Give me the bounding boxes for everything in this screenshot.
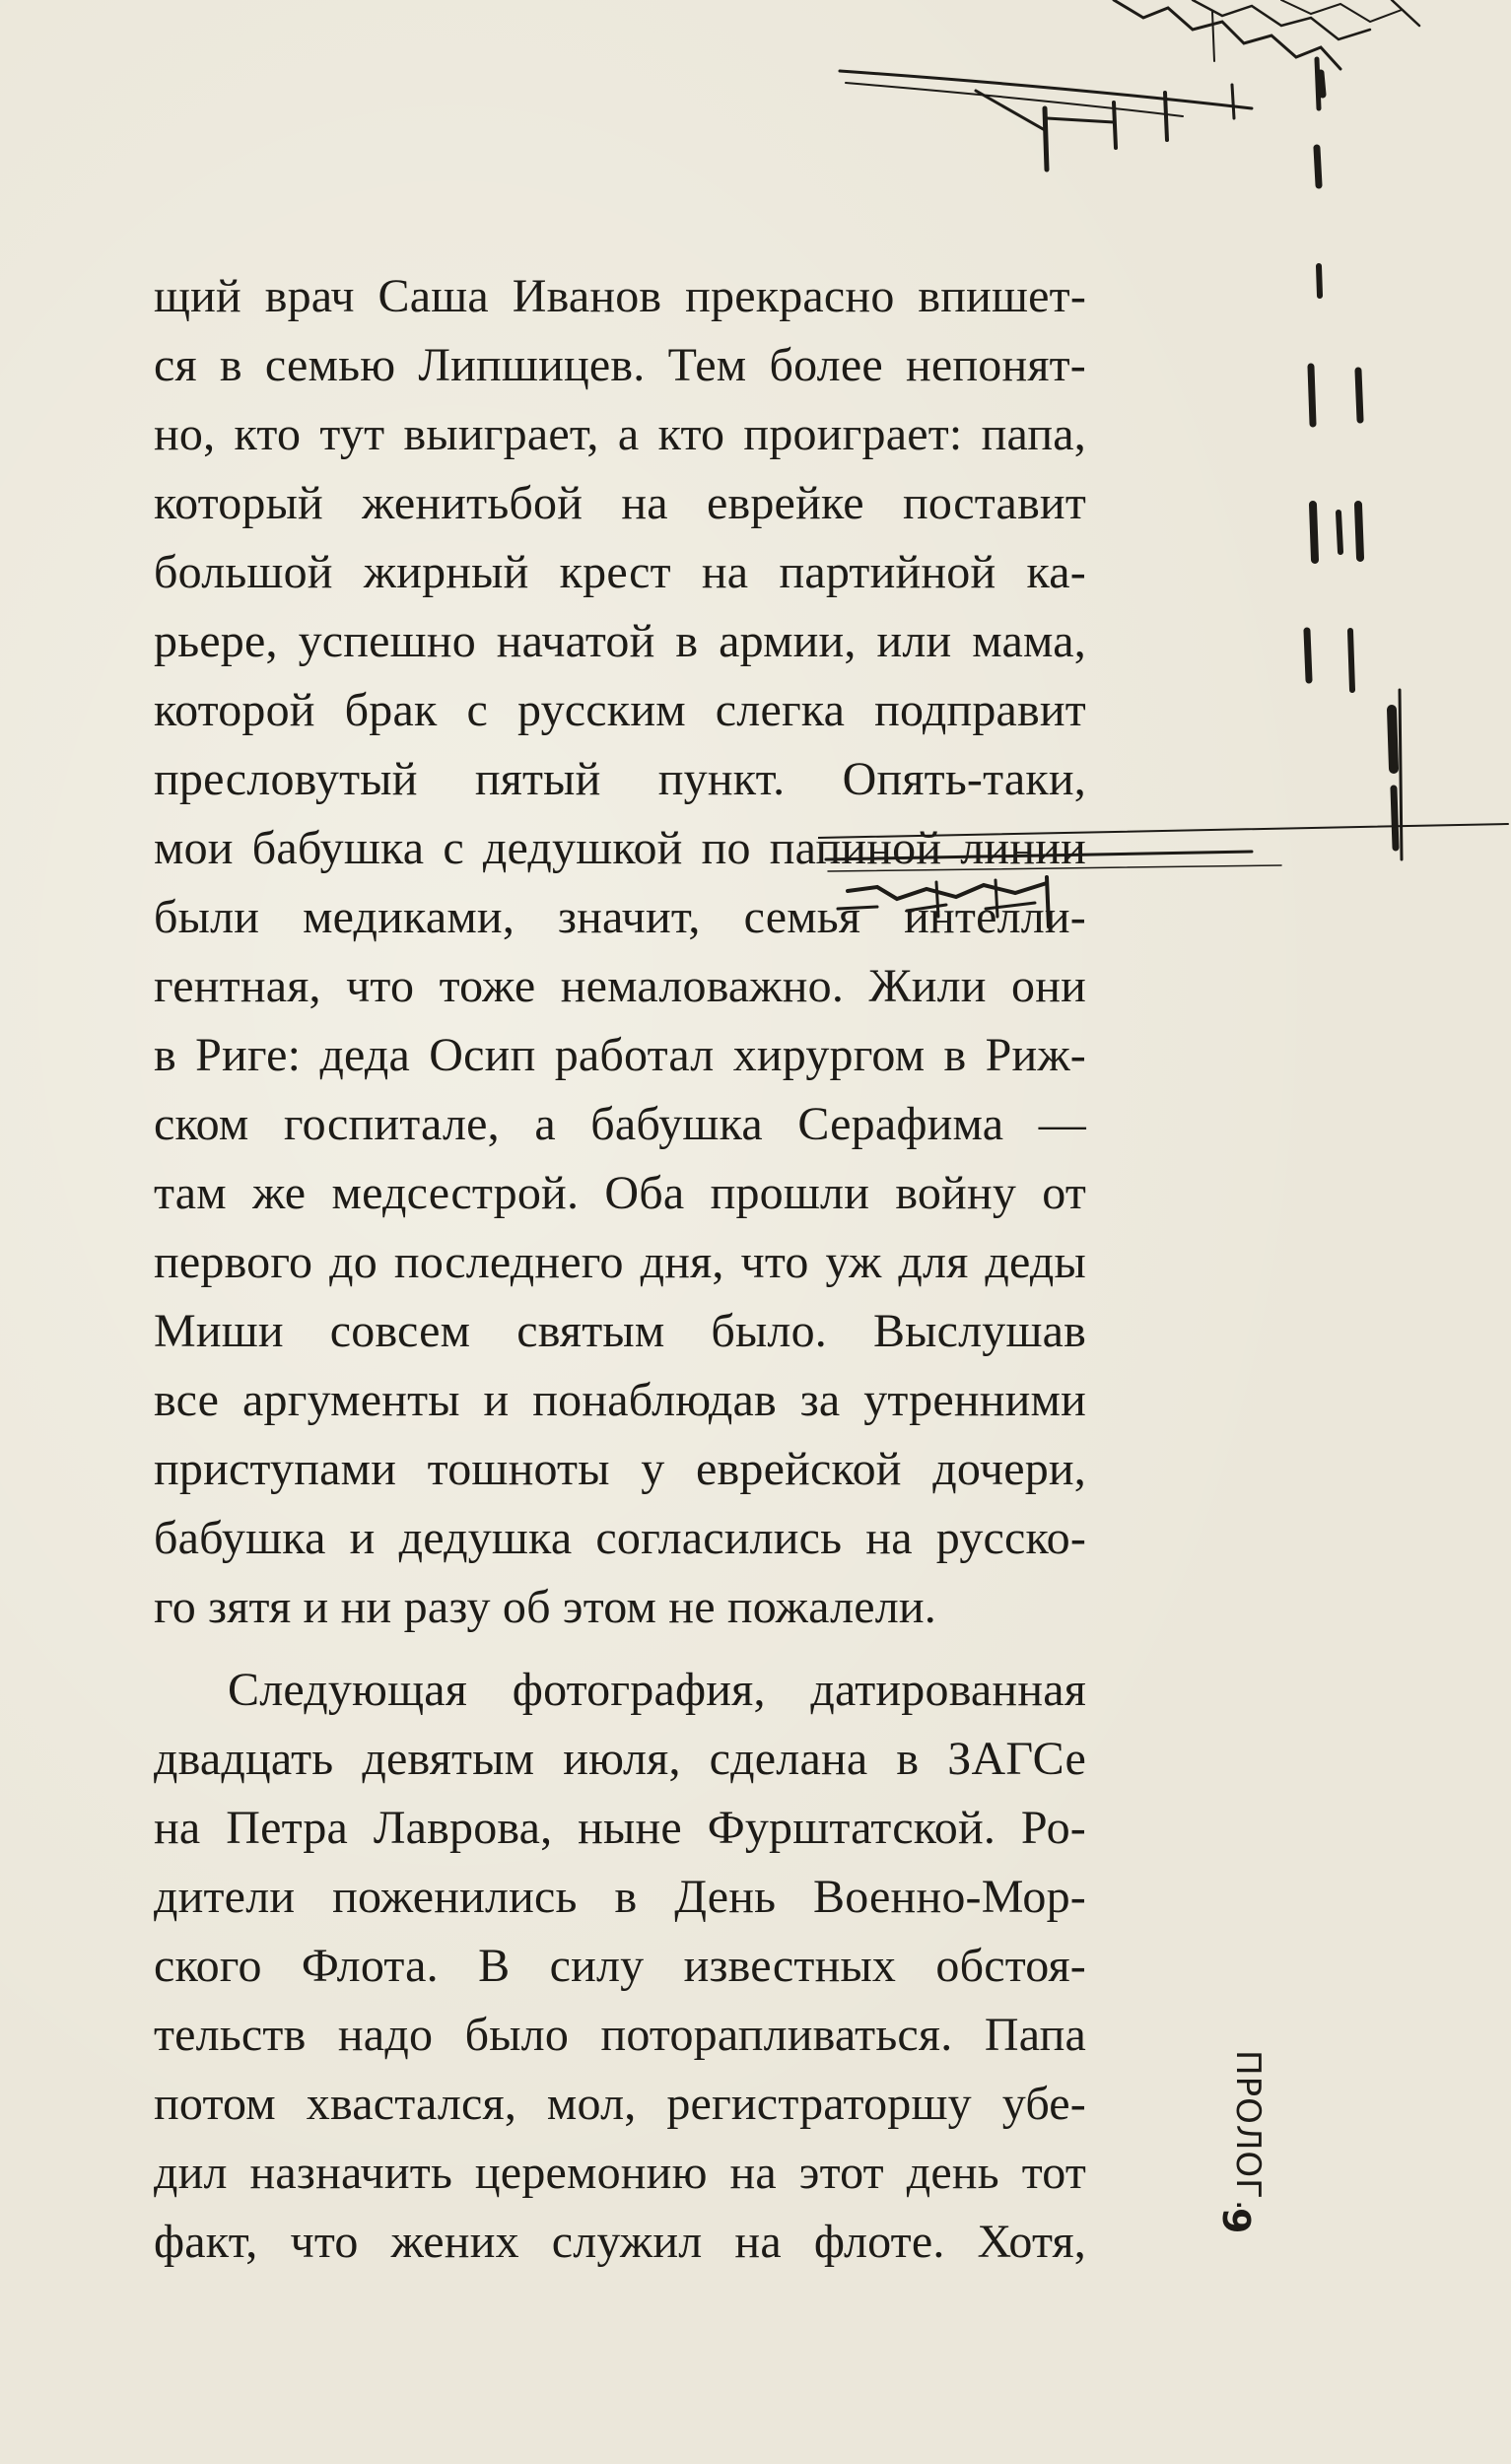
text-line: Следующая фотография, датированная: [228, 1664, 1086, 1716]
text-line: бабушка и дедушка согласились на русско-: [154, 1512, 1086, 1564]
running-head-text: ПРОЛОГ.: [1228, 2050, 1268, 2212]
text-line: были медиками, значит, семья интелли-: [154, 891, 1086, 943]
text-line: двадцать девятым июля, сделана в ЗАГСе: [154, 1733, 1086, 1785]
text-line: факт, что жених служил на флоте. Хотя,: [154, 2216, 1086, 2268]
running-head: [1212, 2050, 1281, 2212]
text-line: большой жирный крест на партийной ка-: [154, 546, 1086, 598]
text-line: приступами тошноты у еврейской дочери,: [154, 1443, 1086, 1495]
text-line: го зятя и ни разу об этом не пожалели.: [154, 1581, 936, 1633]
text-line: дил назначить церемонию на этот день тот: [154, 2147, 1086, 2199]
text-line: мои бабушка с дедушкой по папиной линии: [154, 822, 1086, 874]
text-line: первого до последнего дня, что уж для деды: [154, 1236, 1086, 1288]
text-line: Миши совсем святым было. Выслушав: [154, 1305, 1086, 1357]
paragraph: [154, 262, 1086, 1642]
text-line: на Петра Лаврова, ныне Фурштатской. Ро-: [154, 1802, 1086, 1854]
text-line: рьере, успешно начатой в армии, или мама,: [154, 615, 1086, 667]
page-number-text: 9: [1214, 2208, 1258, 2234]
text-line: там же медсестрой. Оба прошли войну от: [154, 1167, 1086, 1219]
text-line: тельств надо было поторапливаться. Папа: [154, 2009, 1086, 2061]
text-line: но, кто тут выиграет, а кто проиграет: папа,: [154, 408, 1086, 460]
text-line: ского Флота. В силу известных обстоя-: [154, 1940, 1086, 1992]
text-line: в Риге: деда Осип работал хирургом в Риж-: [154, 1029, 1086, 1081]
text-line: потом хвастался, мол, регистраторшу убе-: [154, 2078, 1086, 2130]
text-line: ся в семью Липшицев. Тем более непонят-: [154, 339, 1086, 391]
text-line: которой брак с русским слегка подправит: [154, 684, 1086, 736]
text-line: ском госпитале, а бабушка Серафима —: [154, 1098, 1086, 1150]
body-text: [154, 262, 1086, 2277]
text-line: который женитьбой на еврейке поставит: [154, 477, 1086, 529]
text-line: дители поженились в День Военно-Мор-: [154, 1871, 1086, 1923]
page-number: [1212, 2208, 1271, 2267]
paragraph: [154, 1656, 1086, 2277]
text-line: все аргументы и понаблюдав за утренними: [154, 1374, 1086, 1426]
text-line: щий врач Саша Иванов прекрасно впишет-: [154, 270, 1086, 322]
text-line: гентная, что тоже немаловажно. Жили они: [154, 960, 1086, 1012]
paragraph-gap: [154, 1642, 1086, 1656]
text-line: пресловутый пятый пункт. Опять-таки,: [154, 753, 1086, 805]
